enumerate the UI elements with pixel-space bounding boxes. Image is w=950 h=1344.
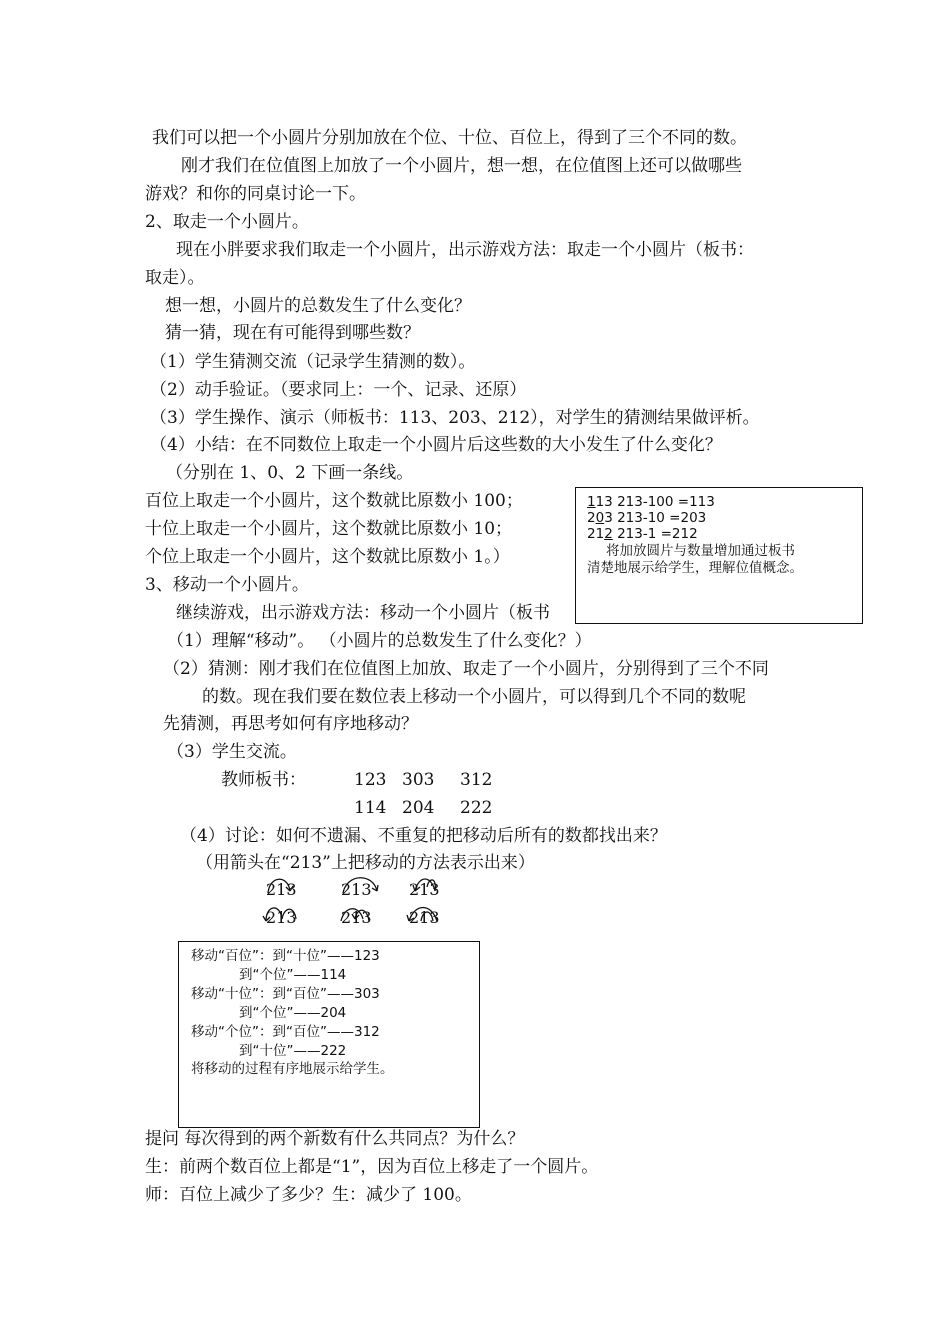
board-number: 312 [460,770,493,790]
paragraph-line: （2）猜测：刚才我们在位值图上加放、取走了一个小圆片，分别得到了三个不同 [163,659,769,679]
paragraph-line: （1）理解“移动”。 （小圆片的总数发生了什么变化？） [167,631,592,651]
paragraph-line: （2）动手验证。（要求同上：一个、记录、还原） [150,380,527,400]
paragraph-line: 继续游戏，出示游戏方法：移动一个小圆片（板书 [176,603,550,623]
paragraph-line: （4）讨论：如何不遗漏、不重复的把移动后所有的数都找出来？ [180,826,667,846]
paragraph-line: 刚才我们在位值图上加放了一个小圆片，想一想，在位值图上还可以做哪些 [181,156,742,176]
arrow-diagram [258,901,318,929]
note-line: 212 213-1 =212 [587,526,698,542]
note-box-place-value [575,487,863,624]
arrow-diagram [333,873,393,901]
arrow-number: 213 [409,908,440,927]
board-number: 222 [460,798,493,818]
arrow-number: 213 [266,908,297,927]
paragraph-line: 提问 每次得到的两个新数有什么共同点？为什么？ [145,1129,525,1149]
paragraph-line: （3）学生操作、演示（师板书：113、203、212），对学生的猜测结果做评析。 [150,408,760,428]
paragraph-line: （分别在 1、0、2 下画一条线。 [166,463,414,483]
arrow-number: 213 [341,908,372,927]
paragraph-line: （3）学生交流。 [167,742,297,762]
board-label: 教师板书： [221,770,306,790]
paragraph-line: 师：百位上减少了多少？生：减少了 100。 [145,1185,472,1205]
section-heading: 2、取走一个小圆片。 [145,212,309,232]
paragraph-line: 取走）。 [145,268,205,288]
arrow-number: 213 [266,880,297,899]
arrow-diagram [401,873,461,901]
arrow-diagram [258,873,318,901]
paragraph-line: 个位上取走一个小圆片，这个数就比原数小 1。） [145,547,510,567]
paragraph-line: （1）学生猜测交流（记录学生猜测的数）。 [150,352,476,372]
paragraph-line: 生：前两个数百位上都是“1”，因为百位上移走了一个圆片。 [145,1157,599,1177]
note-line: 将加放圆片与数量增加通过板书 [606,543,795,559]
note-box-move-order [178,941,480,1128]
paragraph-line: 想一想，小圆片的总数发生了什么变化？ [165,296,471,316]
paragraph-line: 先猜测，再思考如何有序地移动？ [163,714,418,734]
arrow-diagram [401,901,461,929]
paragraph-line: 百位上取走一个小圆片，这个数就比原数小 100； [145,491,523,511]
note-line: 到“个位”——114 [239,967,347,983]
note-line: 移动“个位”：到“百位”——312 [191,1024,380,1040]
board-number: 123 [354,770,387,790]
paragraph-line: 十位上取走一个小圆片，这个数就比原数小 10； [145,519,513,539]
arrow-diagram [333,901,393,929]
note-line: 到“十位”——222 [239,1043,347,1059]
note-line: 113 213-100 =113 [587,494,715,510]
paragraph-line: 的数。现在我们要在数位表上移动一个小圆片，可以得到几个不同的数呢 [202,687,746,707]
paragraph-line: 我们可以把一个小圆片分别加放在个位、十位、百位上，得到了三个不同的数。 [152,128,747,148]
note-line: 将移动的过程有序地展示给学生。 [191,1061,394,1077]
board-number: 204 [402,798,435,818]
arrow-number: 213 [341,880,372,899]
note-line: 到“个位”——204 [239,1005,347,1021]
note-line: 移动“百位”：到“十位”——123 [191,948,380,964]
paragraph-line: 现在小胖要求我们取走一个小圆片，出示游戏方法：取走一个小圆片（板书： [176,240,754,260]
board-number: 303 [402,770,435,790]
section-heading: 3、移动一个小圆片。 [145,575,309,595]
paragraph-line: 猜一猜，现在有可能得到哪些数？ [165,323,420,343]
paragraph-line: （4）小结：在不同数位上取走一个小圆片后这些数的大小发生了什么变化？ [150,435,722,455]
note-line: 移动“十位”：到“百位”——303 [191,986,380,1002]
arrow-number: 213 [409,880,440,899]
paragraph-line: （用箭头在“213”上把移动的方法表示出来） [196,853,535,873]
note-line: 清楚地展示给学生，理解位值概念。 [587,560,803,576]
paragraph-line: 游戏？和你的同桌讨论一下。 [145,184,366,204]
note-line: 203 213-10 =203 [587,510,707,526]
board-number: 114 [354,798,387,818]
